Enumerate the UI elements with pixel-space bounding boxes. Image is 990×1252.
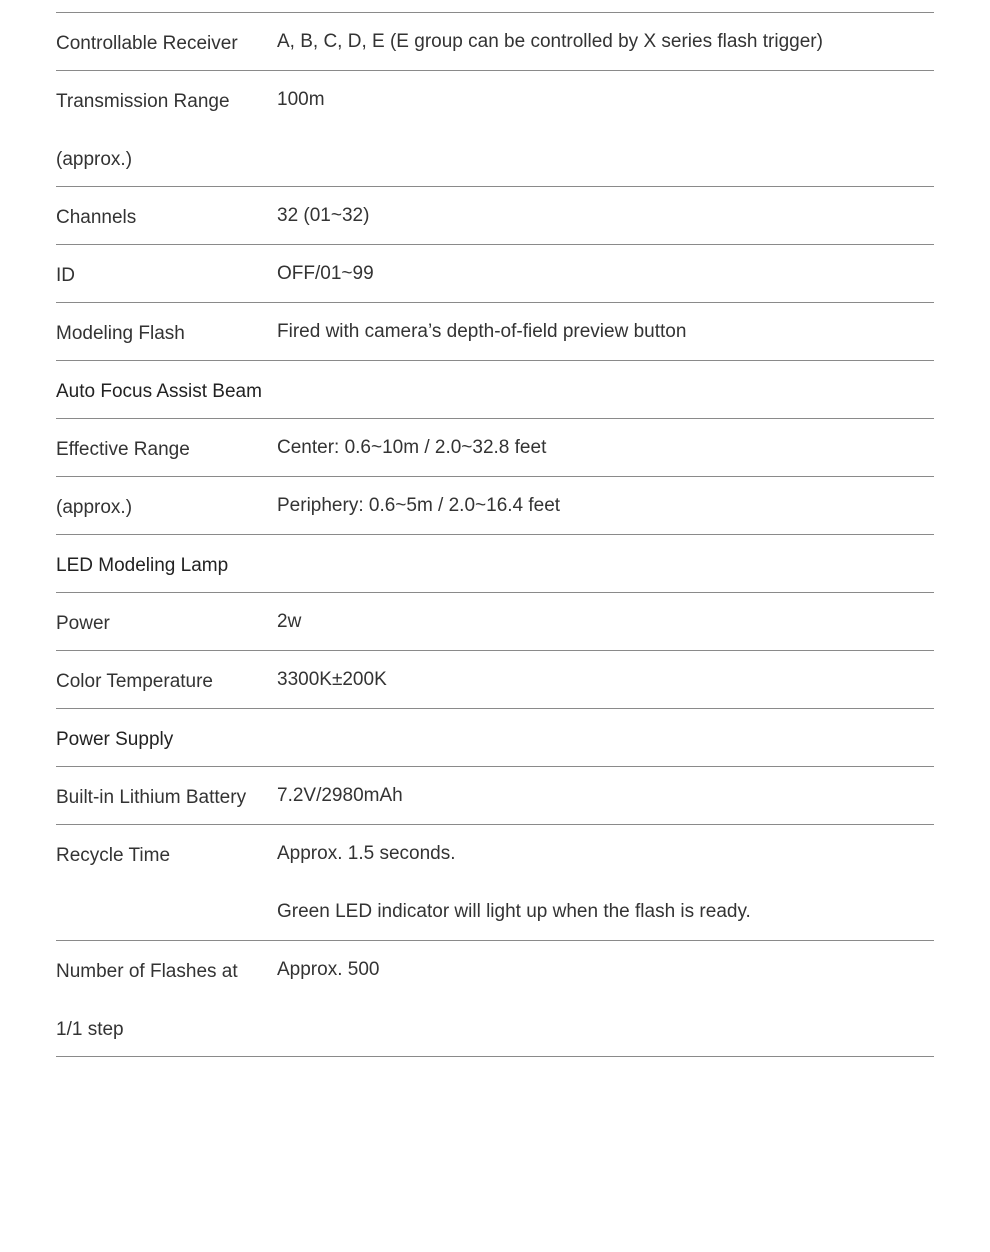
spec-label: ID <box>56 265 75 286</box>
section-header-af-assist-beam <box>56 361 934 419</box>
spec-row-effective-range <box>56 419 934 477</box>
spec-label: Color Temperature <box>56 671 214 692</box>
spec-label: Effective Range <box>56 439 190 460</box>
section-header-power-supply <box>56 709 934 767</box>
spec-label <box>56 941 277 1056</box>
spec-label-line: 1/1 step <box>56 1019 124 1040</box>
spec-value-line: Green LED indicator will light up when the flash is ready. <box>277 901 751 922</box>
spec-value: Center: 0.6~10m / 2.0~32.8 feet <box>277 437 547 458</box>
spec-value: OFF/01~99 <box>277 263 374 284</box>
spec-table <box>56 12 934 1057</box>
spec-row-battery <box>56 767 934 825</box>
section-title: LED Modeling Lamp <box>56 555 229 576</box>
spec-value <box>277 825 934 940</box>
spec-row-number-of-flashes <box>56 941 934 1057</box>
spec-label: Built-in Lithium Battery <box>56 787 247 808</box>
spec-value: 3300K±200K <box>277 669 387 690</box>
spec-label: Channels <box>56 207 137 228</box>
spec-label-line: Recycle Time <box>56 845 171 866</box>
spec-row-effective-range-periphery <box>56 477 934 535</box>
spec-value: Approx. 500 <box>277 959 380 980</box>
spec-label: Modeling Flash <box>56 323 185 344</box>
spec-row-power <box>56 593 934 651</box>
spec-label-line: Transmission Range <box>56 91 230 112</box>
spec-row-recycle-time <box>56 825 934 941</box>
section-title: Power Supply <box>56 729 174 750</box>
spec-label: Controllable Receiver <box>56 33 238 54</box>
spec-row-color-temperature <box>56 651 934 709</box>
spec-value-line: Approx. 1.5 seconds. <box>277 843 456 864</box>
spec-label <box>56 825 277 940</box>
spec-row-id <box>56 245 934 303</box>
spec-label-line: Number of Flashes at <box>56 961 238 982</box>
spec-value: 2w <box>277 611 302 632</box>
spec-value: Periphery: 0.6~5m / 2.0~16.4 feet <box>277 495 561 516</box>
spec-label-line: (approx.) <box>56 149 133 170</box>
spec-row-transmission-range <box>56 71 934 187</box>
spec-value: 100m <box>277 89 325 110</box>
section-header-led-modeling-lamp <box>56 535 934 593</box>
spec-row-channels <box>56 187 934 245</box>
spec-label: Power <box>56 613 110 634</box>
spec-row-controllable-receiver <box>56 13 934 71</box>
spec-value: Fired with camera’s depth-of-field preview button <box>277 321 687 342</box>
spec-label: (approx.) <box>56 497 133 518</box>
spec-value: A, B, C, D, E (E group can be controlled by X series flash trigger) <box>277 31 823 52</box>
section-title: Auto Focus Assist Beam <box>56 381 262 402</box>
spec-value: 32 (01~32) <box>277 205 370 226</box>
spec-row-modeling-flash <box>56 303 934 361</box>
spec-label <box>56 71 277 186</box>
spec-value: 7.2V/2980mAh <box>277 785 403 806</box>
